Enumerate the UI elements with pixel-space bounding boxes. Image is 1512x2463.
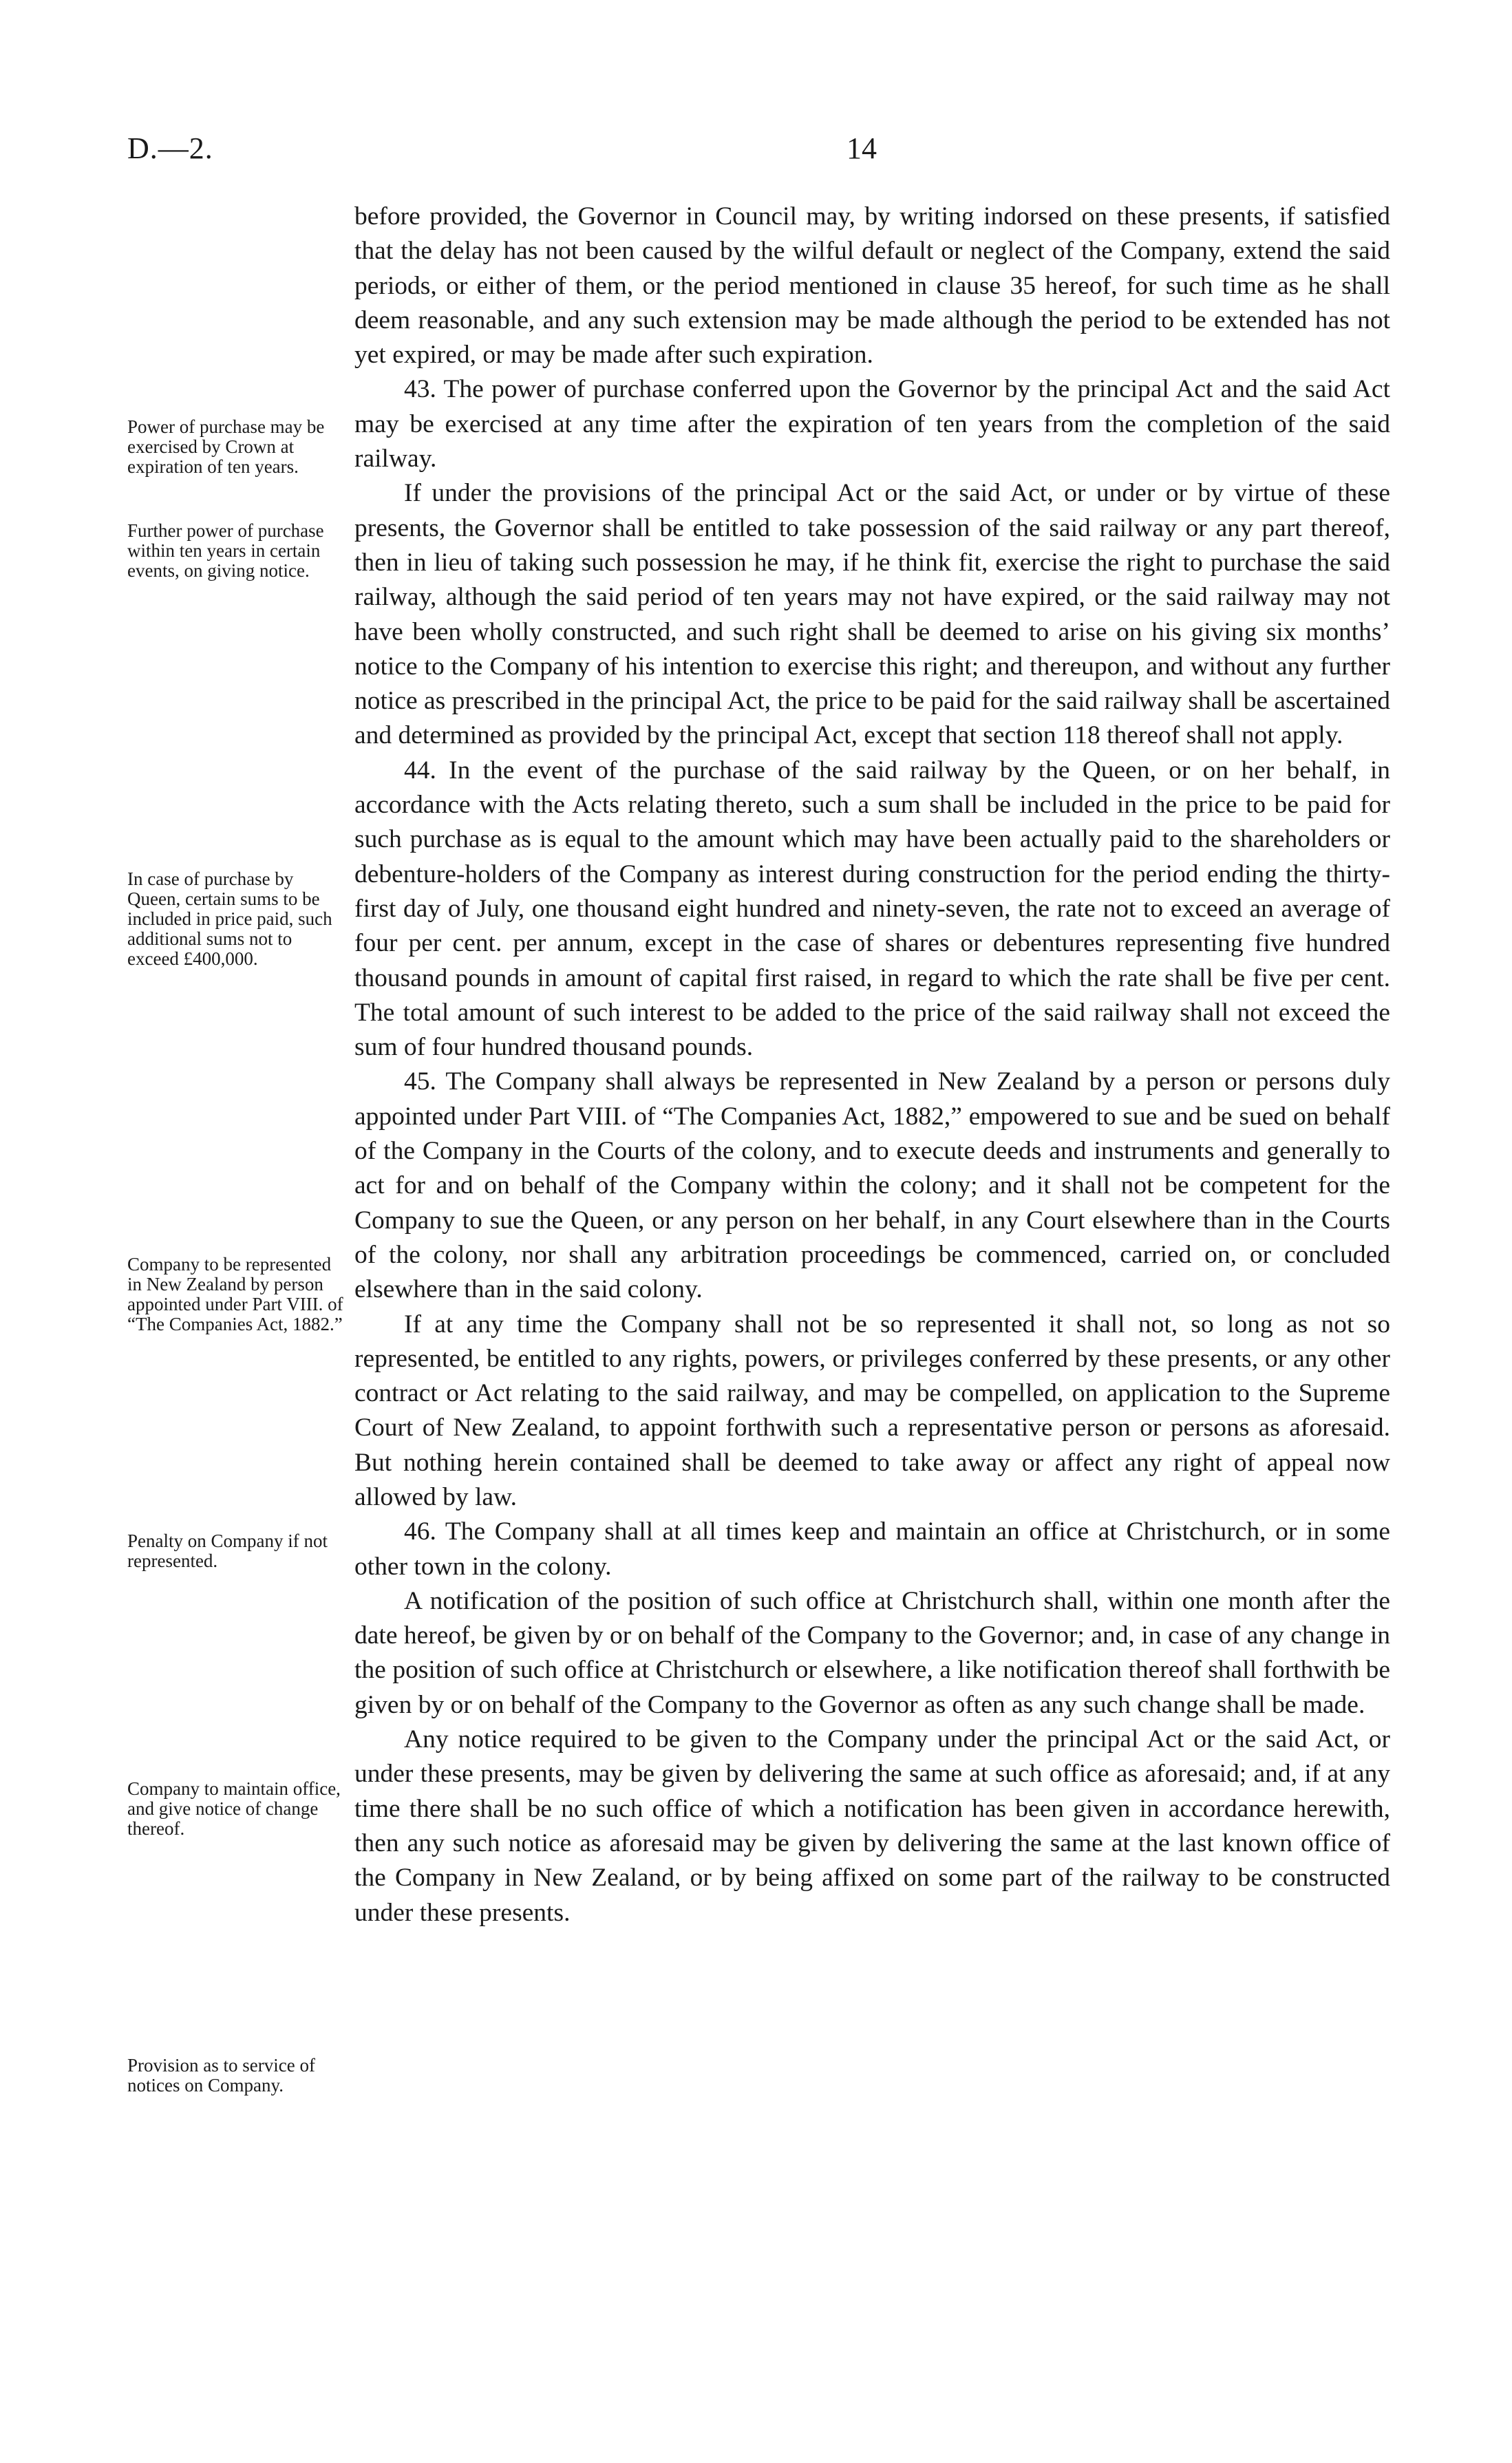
paragraph-notification-of-office: A notification of the position of such office at Christchurch shall, within one month after the date hereof, be given by or on behalf of the Company to the Governor; and, in case of any change in the position of such office at Christchurch or elsewhere, a like notification thereof shall forthwith be given by or on behalf of the Company to the Governor as often as any such change shall be made.: [354, 1586, 1390, 1719]
paragraph-continued: before provided, the Governor in Council may, by writing indorsed on these presents, if satisfied that the delay has not been caused by the wilful default or neglect of the Company, extend the said periods, or either of them, or the period mentioned in clause 35 hereof, for such time as he shall deem reasonable, and any such extension may be made although the period to be extended has not yet expired, or may be made after such expiration.: [354, 202, 1390, 370]
clause-45: 45. The Company shall always be represented in New Zealand by a person or persons duly appointed under Part VIII. of “The Companies Act, 1882,” empowered to sue and be sued on behalf of the Company in the Courts of the colony, and to execute deeds and instruments and generally to act for and on behalf of the Company within the colony; and it shall not be competent for the Company to sue the Queen, or any person on her behalf, in any Court elsewhere than in the Courts of the colony, nor shall any arbitration proceedings be commenced, carried on, or concluded elsewhere than in the said colony.: [354, 1067, 1390, 1304]
marginal-note-penalty: Penalty on Company if not represented.: [127, 1531, 328, 1571]
clause-43: 43. The power of purchase conferred upon the Governor by the principal Act and the said Act may be exercised at any time after the expiration of ten years from the completion of the said railway.: [354, 375, 1390, 473]
marginal-note-further-power: Further power of purchase within ten years in certain events, on giving notice.: [127, 520, 324, 581]
page-number: 14: [846, 131, 877, 165]
page-header: [127, 131, 1387, 172]
paragraph-purchase-within-ten-years: If under the provisions of the principal Act or the said Act, or under or by virtue of these presents, the Governor shall be entitled to take possession of the said railway or any part thereof, then in lieu of taking such possession he may, if he think fit, exercise the right to purchase the said railway, although the said period of ten years may not have expired, or the said railway may not have been wholly constructed, and such right shall be deemed to arise on his giving six months’ notice to the Company of his intention to exercise this right; and thereupon, and without any further notice as prescribed in the principal Act, the price to be paid for the said railway shall be ascertained and determined as provided by the principal Act, except that section 118 thereof shall not apply.: [354, 479, 1390, 750]
marginal-note-company-represented: Company to be represented in New Zealand by person appointed under Part VIII. of “The Companies Act, 1882.”: [127, 1254, 343, 1334]
clause-44: 44. In the event of the purchase of the said railway by the Queen, or on her behalf, in accordance with the Acts relating thereto, such a sum shall be included in the price to be paid for such purchase as is equal to the amount which may have been actually paid to the shareholders or debenture-holders of the Company as interest during construction for the period ending the thirty-first day of July, one thousand eight hundred and ninety-seven, the rate not to exceed an average of four per cent. per annum, except in the case of shares or debentures representing five hundred thousand pounds in amount of capital first raised, in regard to which the rate shall be five per cent. The total amount of such interest to be added to the price of the said railway shall not exceed the sum of four hundred thousand pounds.: [354, 756, 1390, 1062]
clause-46: 46. The Company shall at all times keep and maintain an office at Christchurch, or in some other town in the colony.: [354, 1517, 1390, 1581]
marginal-note-service-of-notices: Provision as to service of notices on Company.: [127, 2055, 315, 2096]
marginal-note-purchase-by-queen: In case of purchase by Queen, certain sums to be included in price paid, such additional sums not to exceed £400,000.: [127, 868, 332, 969]
paragraph-service-of-notices: Any notice required to be given to the Company under the principal Act or the said Act, or under these presents, may be given by delivering the same at such office as aforesaid; and, if at any time there shall be no such office of which a notification has been given in accordance herewith, then any such notice as aforesaid may be given by delivering the same at the last known office of the Company in New Zealand, or by being affixed on some part of the railway to be constructed under these presents.: [354, 1725, 1390, 1927]
marginal-note-power-of-purchase: Power of purchase may be exercised by Crown at expiration of ten years.: [127, 416, 325, 477]
body-text: [354, 200, 1390, 1930]
document-reference: D.—2.: [127, 131, 213, 165]
marginal-note-maintain-office: Company to maintain office, and give notice of change thereof.: [127, 1778, 341, 1839]
paragraph-penalty: If at any time the Company shall not be so represented it shall not, so long as not so represented, be entitled to any rights, powers, or privileges conferred by these presents, or any other contract or Act relating to the said railway, and may be compelled, on application to the Supreme Court of New Zealand, to appoint forthwith such a representative person or persons as aforesaid. But nothing herein contained shall be deemed to take away or affect any right of appeal now allowed by law.: [354, 1310, 1390, 1511]
